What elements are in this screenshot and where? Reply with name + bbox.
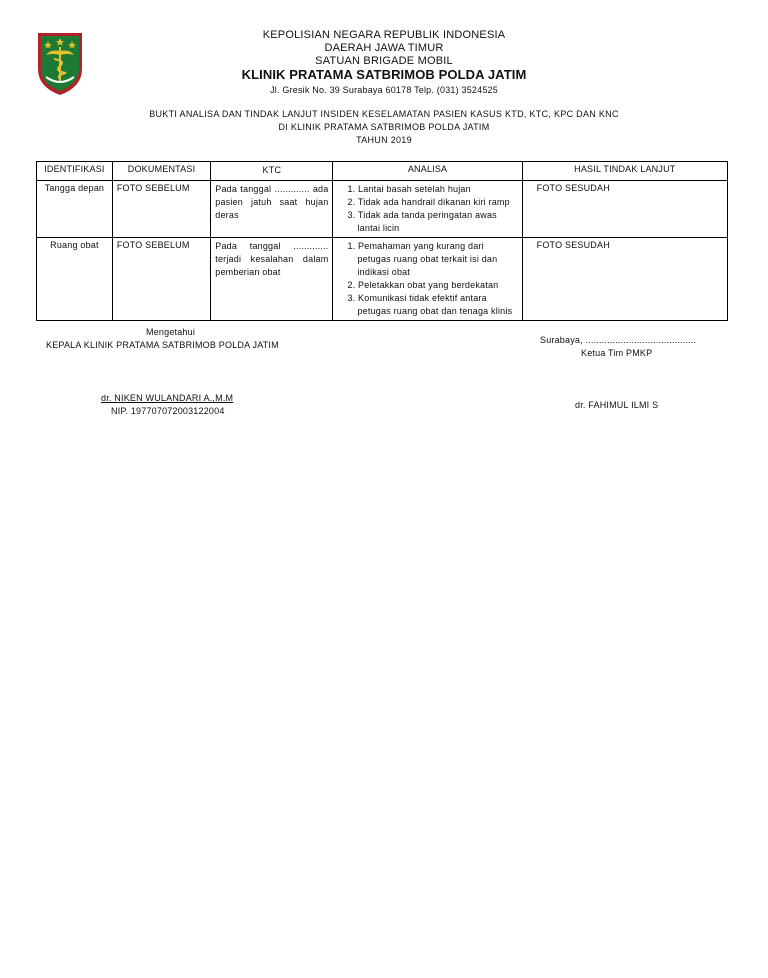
analisa-item: 2. Peletakkan obat yang berdekatan [347, 280, 499, 290]
cell-ktc: Pada tanggal ............. ada pasien jatuh saat hujan deras [211, 181, 333, 238]
document-title: BUKTI ANALISA DAN TINDAK LANJUT INSIDEN KESELAMATAN PASIEN KASUS KTD, KTC, KPC DAN KNC [149, 109, 619, 119]
col-header-analisa: ANALISA [333, 162, 522, 181]
clinic-name: KLINIK PRATAMA SATBRIMOB POLDA JATIM [241, 67, 527, 82]
header-line-unit: SATUAN BRIGADE MOBIL [315, 55, 453, 67]
col-header-dokumentasi: DOKUMENTASI [112, 162, 210, 181]
signature-left-position: KEPALA KLINIK PRATAMA SATBRIMOB POLDA JATIM [46, 340, 279, 350]
cell-hasil: FOTO SESUDAH [522, 238, 727, 321]
cell-ktc: Pada tanggal ............. terjadi kesalahan dalam pemberian obat [211, 238, 333, 321]
cell-analisa [333, 238, 522, 321]
cell-hasil: FOTO SESUDAH [522, 181, 727, 238]
incident-analysis-table [36, 161, 728, 321]
analisa-item: 3. Tidak ada tanda peringatan awas lantai licin [347, 210, 497, 233]
cell-identifikasi: Tangga depan [37, 181, 113, 238]
table-row [37, 181, 728, 238]
cell-identifikasi: Ruang obat [37, 238, 113, 321]
analisa-item: 1. Pemahaman yang kurang dari petugas ruang obat terkait isi dan indikasi obat [347, 241, 498, 277]
document-subtitle: DI KLINIK PRATAMA SATBRIMOB POLDA JATIM [278, 122, 490, 132]
col-header-identifikasi: IDENTIFIKASI [37, 162, 113, 181]
cell-dokumentasi: FOTO SEBELUM [112, 181, 210, 238]
analisa-item: 1. Lantai basah setelah hujan [347, 184, 471, 194]
table-header-row [37, 162, 728, 181]
signature-right-position: Ketua Tim PMKP [581, 348, 653, 358]
signature-left-nip: NIP. 197707072003122004 [111, 406, 225, 416]
col-header-hasil: HASIL TINDAK LANJUT [522, 162, 727, 181]
col-header-ktc: KTC [211, 162, 333, 181]
signature-left-mengetahui: Mengetahui [146, 327, 196, 337]
signature-left-name: dr. NIKEN WULANDARI A.,M.M [101, 393, 234, 403]
clinic-address: Jl. Gresik No. 39 Surabaya 60178 Telp. (031) 3524525 [270, 85, 498, 95]
header-line-police: KEPOLISIAN NEGARA REPUBLIK INDONESIA [262, 29, 506, 41]
cell-analisa [333, 181, 522, 238]
table-row [37, 238, 728, 321]
signature-right-name: dr. FAHIMUL ILMI S [575, 400, 659, 410]
header-line-region: DAERAH JAWA TIMUR [324, 42, 444, 54]
analisa-item: 3. Komunikasi tidak efektif antara petugas ruang obat dan tenaga klinis [347, 293, 513, 316]
document-year: TAHUN 2019 [356, 135, 412, 145]
analisa-item: 2. Tidak ada handrail dikanan kiri ramp [347, 197, 510, 207]
signature-right-place-date: Surabaya, ......................................... [540, 335, 697, 345]
cell-dokumentasi: FOTO SEBELUM [112, 238, 210, 321]
police-emblem-logo [34, 29, 86, 97]
